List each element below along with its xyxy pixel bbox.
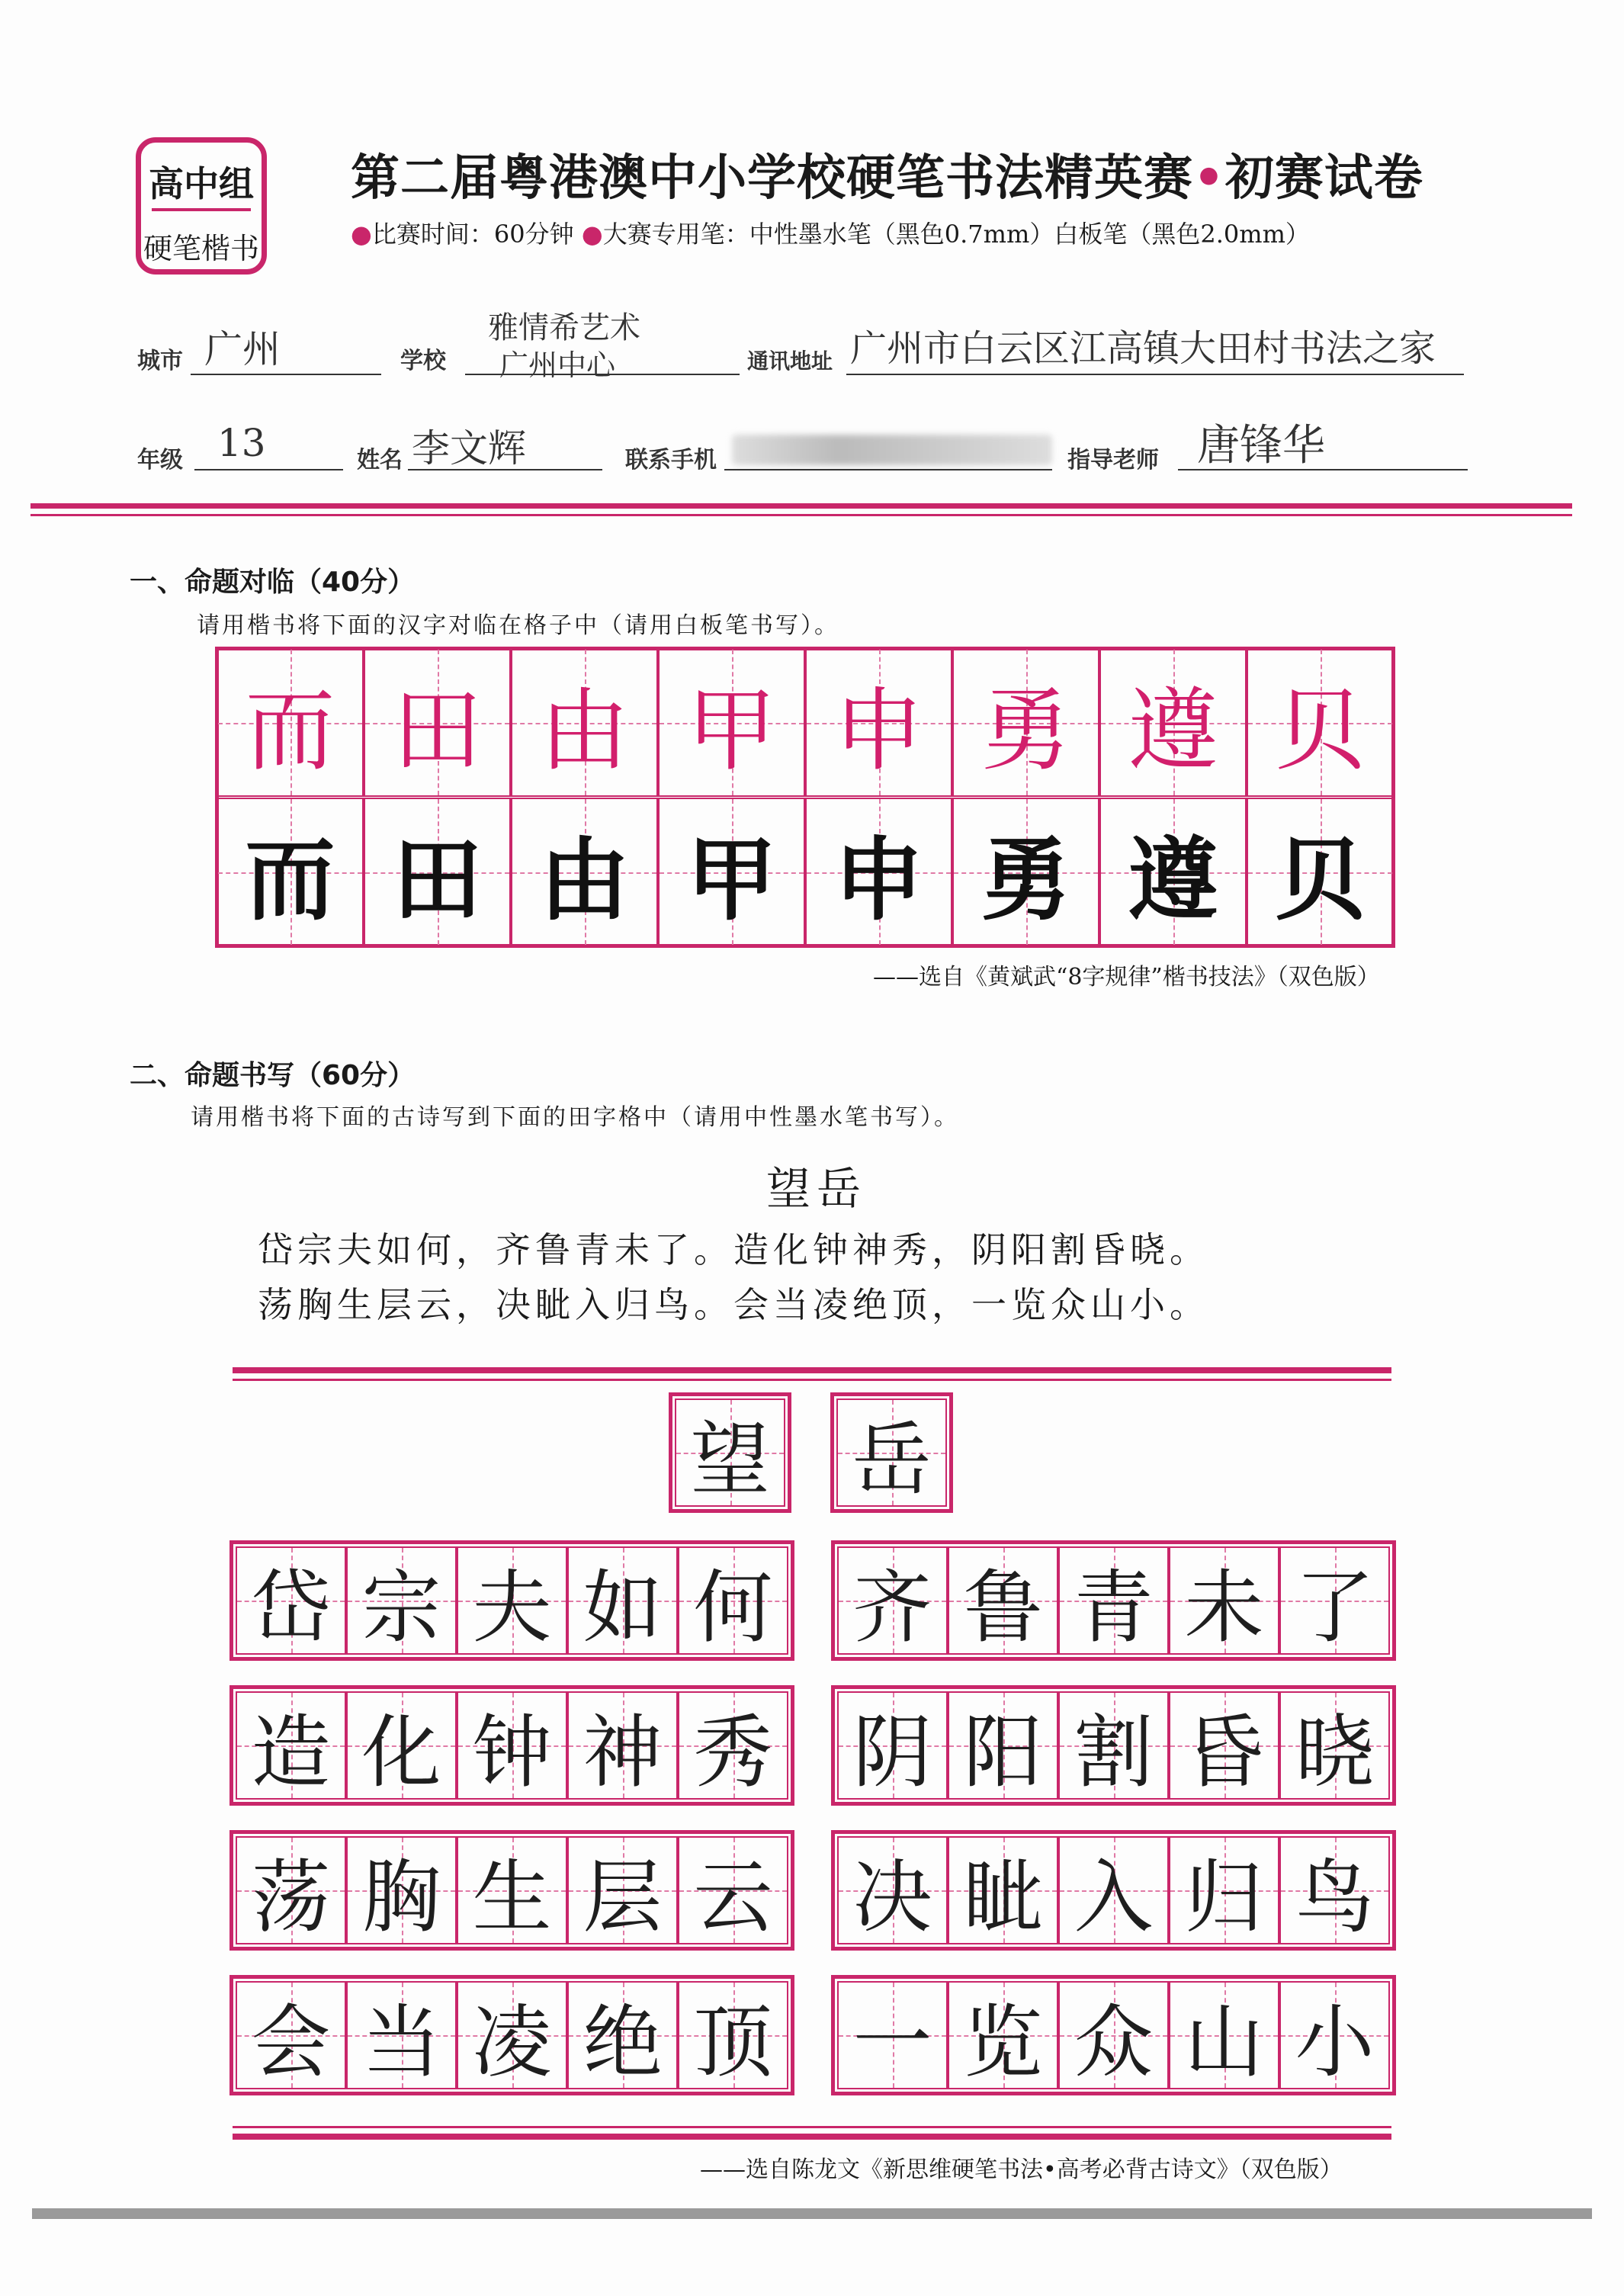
poem-char-text: 昏 (1184, 1706, 1264, 1799)
poem-char-cell[interactable] (948, 1546, 1058, 1655)
poem-divider-bottom-thin (233, 2126, 1391, 2128)
page-title (351, 139, 1423, 209)
model-char-cell-text: 田 (392, 677, 483, 783)
poem-char-cell[interactable] (948, 1691, 1058, 1800)
poem-char-text: 生 (472, 1851, 552, 1944)
poem-divider-top (233, 1367, 1391, 1373)
section2-desc: 请用楷书将下面的古诗写到下面的田字格中（请用中性墨水笔书写）。 (191, 1104, 959, 1131)
poem-char-text: 晓 (1295, 1706, 1375, 1799)
poem-char-cell[interactable] (236, 1546, 346, 1655)
model-char-cell (364, 648, 511, 797)
poem-char-text: 岱 (251, 1561, 331, 1654)
written-char-cell[interactable] (364, 798, 511, 946)
model-char-cell (658, 648, 805, 797)
city-underline (191, 374, 381, 375)
poem-char-cell[interactable] (1279, 1546, 1390, 1655)
poem-char-text: 入 (1074, 1851, 1154, 1944)
school-value-line2[interactable]: 广州中心 (499, 348, 616, 382)
poem-char-cell[interactable] (346, 1836, 457, 1944)
written-char-cell[interactable] (805, 798, 952, 946)
poem-char-text: 阳 (963, 1706, 1043, 1799)
poem-title: 望岳 (766, 1163, 868, 1215)
title-char-cell[interactable] (836, 1398, 947, 1507)
poem-char-cell[interactable] (948, 1981, 1058, 2089)
written-char-cell-text: 贝 (1275, 826, 1366, 933)
poem-line-2: 荡胸生层云，决眦入归鸟。会当凌绝顶，一览众山小。 (258, 1284, 1209, 1325)
badge-divider (152, 208, 251, 211)
poem-char-cell[interactable] (457, 1546, 567, 1655)
poem-char-cell[interactable] (678, 1836, 788, 1944)
poem-char-text: 荡 (251, 1851, 331, 1944)
poem-char-text: 未 (1184, 1561, 1264, 1654)
poem-char-text: 秀 (693, 1706, 773, 1799)
poem-char-cell[interactable] (236, 1836, 346, 1944)
section2-title: 二、命题书写（60分） (130, 1060, 416, 1091)
address-label: 通讯地址 (747, 348, 833, 374)
poem-char-cell[interactable] (346, 1691, 457, 1800)
poem-char-cell[interactable] (678, 1691, 788, 1800)
teacher-underline (1178, 469, 1468, 470)
poem-char-text: 鲁 (963, 1561, 1043, 1654)
title-char-text: 望 (690, 1413, 770, 1506)
city-label: 城市 (137, 348, 183, 374)
poem-char-text: 神 (583, 1706, 663, 1799)
poem-char-text: 割 (1074, 1706, 1154, 1799)
written-char-cell-text: 勇 (980, 826, 1071, 933)
exam-time: 比赛时间：60分钟 (371, 220, 574, 249)
model-char-cell-text: 勇 (980, 677, 1071, 783)
header-divider (30, 503, 1572, 516)
model-char-cell-text: 贝 (1275, 677, 1366, 783)
model-char-cell (952, 648, 1099, 797)
teacher-value[interactable]: 唐锋华 (1197, 421, 1325, 470)
poem-char-text: 云 (693, 1851, 773, 1944)
poem-char-text: 顶 (693, 1996, 773, 2089)
poem-char-text: 绝 (583, 1996, 663, 2089)
poem-char-text: 青 (1074, 1561, 1154, 1654)
written-char-cell[interactable] (658, 798, 805, 946)
poem-char-text: 胸 (361, 1851, 441, 1944)
written-char-cell[interactable] (217, 798, 364, 946)
poem-char-cell[interactable] (1058, 1836, 1169, 1944)
poem-char-cell[interactable] (567, 1836, 678, 1944)
poem-char-text: 层 (583, 1851, 663, 1944)
section2-credit: ——选自陈龙文《新思维硬笔书法•高考必背古诗文》（双色版） (700, 2156, 1343, 2183)
grade-value[interactable]: 13 (217, 421, 266, 465)
poem-char-cell[interactable] (837, 1836, 948, 1944)
poem-char-cell[interactable] (1279, 1691, 1390, 1800)
title-main: 第二届粤港澳中小学校硬笔书法精英赛 (351, 150, 1193, 207)
poem-char-cell[interactable] (346, 1546, 457, 1655)
model-char-cell (1099, 648, 1247, 797)
poem-char-text: 会 (251, 1996, 331, 2089)
poem-char-cell[interactable] (1169, 1981, 1279, 2089)
address-underline (846, 374, 1464, 375)
poem-char-text: 山 (1184, 1996, 1264, 2089)
phone-redacted (732, 435, 1052, 465)
bullet-icon: ● (351, 220, 372, 249)
model-char-cell (1247, 648, 1394, 797)
address-value[interactable]: 广州市白云区江高镇大田村书法之家 (850, 327, 1436, 370)
bullet-icon: ● (581, 220, 603, 249)
name-underline (408, 469, 602, 470)
poem-char-cell[interactable] (1279, 1836, 1390, 1944)
poem-char-cell[interactable] (948, 1836, 1058, 1944)
poem-char-cell[interactable] (1279, 1981, 1390, 2089)
poem-char-text: 小 (1295, 1996, 1375, 2089)
section1-title: 一、命题对临（40分） (130, 567, 416, 598)
written-char-cell-text: 申 (833, 826, 924, 933)
written-char-cell[interactable] (1099, 798, 1247, 946)
grade-label: 年级 (137, 447, 183, 474)
written-char-cell-text: 甲 (686, 826, 777, 933)
poem-char-cell[interactable] (678, 1981, 788, 2089)
poem-divider-top-thin (233, 1379, 1391, 1381)
section1-credit: ——选自《黄斌武“8字规律”楷书技法》（双色版） (873, 964, 1380, 991)
school-label: 学校 (400, 348, 446, 374)
poem-char-cell[interactable] (457, 1836, 567, 1944)
poem-divider-bottom (233, 2134, 1391, 2140)
poem-char-cell[interactable] (1058, 1691, 1169, 1800)
footer-bar (32, 2208, 1592, 2219)
poem-char-cell[interactable] (1169, 1691, 1279, 1800)
poem-char-cell[interactable] (837, 1981, 948, 2089)
grade-underline (194, 469, 343, 470)
poem-char-text: 览 (963, 1996, 1043, 2089)
model-char-cell-text: 申 (833, 677, 924, 783)
poem-char-cell[interactable] (236, 1981, 346, 2089)
teacher-label: 指导老师 (1067, 447, 1159, 474)
model-char-cell (805, 648, 952, 797)
exam-pens: 大赛专用笔：中性墨水笔（黑色0.7mm）白板笔（黑色2.0mm） (602, 220, 1310, 249)
model-char-cell (511, 648, 658, 797)
poem-char-text: 了 (1295, 1561, 1375, 1654)
school-value[interactable]: 雅情希艺术 (488, 310, 640, 345)
poem-char-cell[interactable] (567, 1546, 678, 1655)
title-char-cell[interactable] (675, 1398, 785, 1507)
phone-label: 联系手机 (625, 447, 717, 474)
poem-char-cell[interactable] (346, 1981, 457, 2089)
poem-char-text: 如 (583, 1561, 663, 1654)
poem-char-text: 当 (361, 1996, 441, 2089)
poem-char-text: 齐 (852, 1561, 932, 1654)
poem-char-text: 阴 (852, 1706, 932, 1799)
school-underline (465, 374, 740, 375)
badge-group-text: 高中组 (149, 163, 254, 204)
poem-char-cell[interactable] (457, 1981, 567, 2089)
written-char-cell-text: 遵 (1128, 826, 1218, 933)
poem-char-text: 凌 (472, 1996, 552, 2089)
poem-char-text: 宗 (361, 1561, 441, 1654)
poem-char-cell[interactable] (567, 1691, 678, 1800)
poem-char-text: 归 (1184, 1851, 1264, 1944)
poem-line-1: 岱宗夫如何，齐鲁青未了。造化钟神秀，阴阳割昏晓。 (258, 1229, 1209, 1270)
poem-char-text: 眦 (963, 1851, 1043, 1944)
poem-char-cell[interactable] (236, 1691, 346, 1800)
model-char-cell (217, 648, 364, 797)
poem-char-cell[interactable] (1058, 1981, 1169, 2089)
poem-char-text: 决 (852, 1851, 932, 1944)
poem-char-text: 众 (1074, 1996, 1154, 2089)
poem-char-text: 造 (251, 1706, 331, 1799)
poem-char-text: 一 (852, 1996, 932, 2089)
poem-char-text: 鸟 (1295, 1851, 1375, 1944)
title-tail: 初赛试卷 (1224, 150, 1423, 207)
poem-char-cell[interactable] (567, 1981, 678, 2089)
city-value[interactable]: 广州 (204, 327, 281, 371)
poem-char-text: 夫 (472, 1561, 552, 1654)
exam-info (351, 215, 1310, 250)
phone-underline (724, 469, 1052, 470)
poem-char-text: 化 (361, 1706, 441, 1799)
model-char-cell-text: 由 (539, 677, 630, 783)
poem-char-text: 钟 (472, 1706, 552, 1799)
title-separator: • (1193, 150, 1225, 207)
group-badge (136, 137, 267, 275)
written-char-cell[interactable] (511, 798, 658, 946)
model-char-cell-text: 而 (245, 677, 335, 783)
written-char-cell[interactable] (952, 798, 1099, 946)
written-char-cell-text: 由 (539, 826, 630, 933)
title-char-text: 岳 (852, 1413, 932, 1506)
badge-category-text: 硬笔楷书 (143, 232, 259, 265)
poem-char-cell[interactable] (837, 1546, 948, 1655)
poem-char-cell[interactable] (1169, 1546, 1279, 1655)
name-value[interactable]: 李文辉 (412, 426, 526, 470)
poem-char-cell[interactable] (678, 1546, 788, 1655)
name-label: 姓名 (357, 447, 403, 474)
written-char-cell-text: 田 (392, 826, 483, 933)
model-char-cell-text: 甲 (686, 677, 777, 783)
poem-char-cell[interactable] (1169, 1836, 1279, 1944)
poem-char-text: 何 (693, 1561, 773, 1654)
poem-char-cell[interactable] (1058, 1546, 1169, 1655)
written-char-cell-text: 而 (245, 826, 335, 933)
section1-desc: 请用楷书将下面的汉字对临在格子中（请用白板笔书写）。 (197, 612, 839, 639)
poem-char-cell[interactable] (837, 1691, 948, 1800)
written-char-cell[interactable] (1247, 798, 1394, 946)
model-char-cell-text: 遵 (1128, 677, 1218, 783)
poem-char-cell[interactable] (457, 1691, 567, 1800)
